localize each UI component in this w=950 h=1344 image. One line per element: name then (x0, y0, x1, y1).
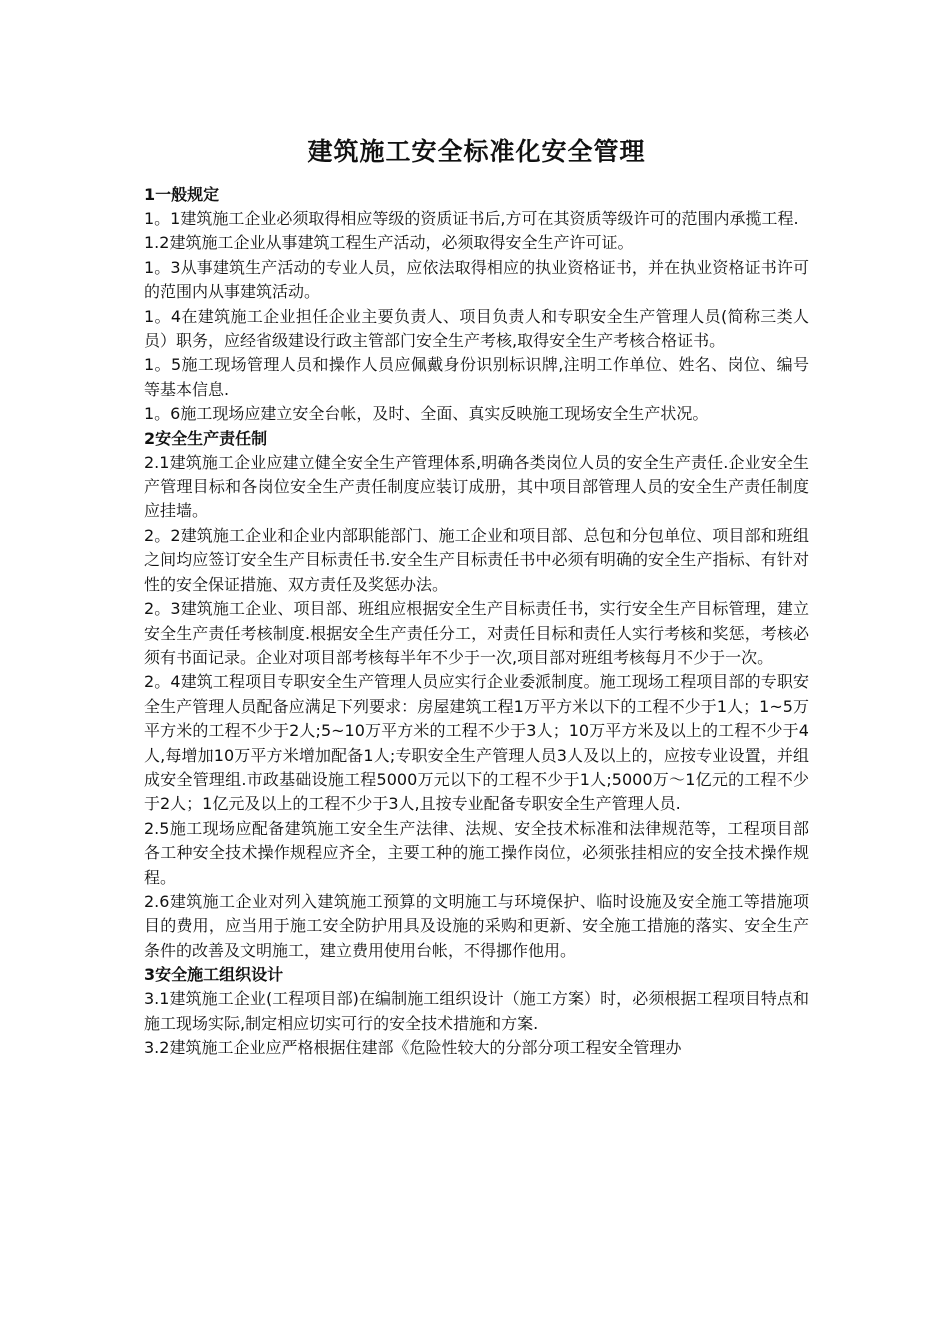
paragraph: 3.2建筑施工企业应严格根据住建部《危险性较大的分部分项工程安全管理办 (144, 1038, 682, 1057)
document-title: 建筑施工安全标准化安全管理 (307, 137, 646, 166)
paragraph: 2.1建筑施工企业应建立健全安全生产管理体系,明确各类岗位人员的安全生产责任.企业安全生产管理目标和各岗位安全生产责任制度应装订成册，其中项目部管理人员的安全生产责任制度应挂墙。 (144, 452, 809, 521)
paragraph: 2.6建筑施工企业对列入建筑施工预算的文明施工与环境保护、临时设施及安全施工等措施项目的费用，应当用于施工安全防护用具及设施的采购和更新、安全施工措施的落实、安全生产条件的改善及文明施工，建立费用使用台帐，不得挪作他用。 (144, 891, 809, 960)
section-heading: 1一般规定 (144, 185, 220, 204)
paragraph: 2。2建筑施工企业和企业内部职能部门、施工企业和项目部、总包和分包单位、项目部和班组之间均应签订安全生产目标责任书.安全生产目标责任书中必须有明确的安全生产指标、有针对性的安全保证措施、双方责任及奖惩办法。 (144, 525, 809, 594)
section-safety-responsibility (144, 427, 809, 964)
section-heading: 3安全施工组织设计 (144, 965, 284, 985)
section-general-provisions (144, 183, 809, 427)
paragraph: 1。5施工现场管理人员和操作人员应佩戴身份识别标识牌,注明工作单位、姓名、岗位、编号等基本信息. (144, 355, 809, 399)
paragraph: 1.2建筑施工企业从事建筑工程生产活动，必须取得安全生产许可证。 (144, 233, 634, 253)
paragraph: 1。4在建筑施工企业担任企业主要负责人、项目负责人和专职安全生产管理人员(简称三类人员）职务，应经省级建设行政主管部门安全生产考核,取得安全生产考核合格证书。 (144, 306, 809, 351)
paragraph: 2。4建筑工程项目专职安全生产管理人员应实行企业委派制度。施工现场工程项目部的专职安全生产管理人员配备应满足下列要求：房屋建筑工程1万平方米以下的工程不少于1人；1~5万平方米的工程不少于2人;5~10万平方米的工程不少于3人；10万平方米及以上的工程不少于4人,每增加10万平方米增加配备1人;专职安全生产管理人员3人及以上的，应按专业设置，并组成安全管理组.市政基础设施工程5000万元以下的工程不少于1人;5000万～1亿元的工程不少于2人；1亿元及以上的工程不少于3人,且按专业配备专职安全生产管理人员. (144, 672, 809, 814)
paragraph: 3.1建筑施工企业(工程项目部)在编制施工组织设计（施工方案）时，必须根据工程项目特点和施工现场实际,制定相应切实可行的安全技术措施和方案. (144, 989, 809, 1033)
paragraph: 2.5施工现场应配备建筑施工安全生产法律、法规、安全技术标准和法律规范等，工程项目部各工种安全技术操作规程应齐全，主要工种的施工操作岗位，必须张挂相应的安全技术操作规程。 (144, 818, 809, 887)
paragraph: 1。3从事建筑生产活动的专业人员，应依法取得相应的执业资格证书，并在执业资格证书许可的范围内从事建筑活动。 (144, 257, 809, 302)
paragraph: 1。1建筑施工企业必须取得相应等级的资质证书后,方可在其资质等级许可的范围内承揽工程. (144, 209, 799, 228)
paragraph: 2。3建筑施工企业、项目部、班组应根据安全生产目标责任书，实行安全生产目标管理，建立安全生产责任考核制度.根据安全生产责任分工，对责任目标和责任人实行考核和奖惩，考核必须有书面记录。企业对项目部考核每半年不少于一次,项目部对班组考核每月不少于一次。 (144, 599, 809, 667)
section-construction-organization-design (144, 963, 809, 1060)
section-heading: 2安全生产责任制 (144, 428, 268, 448)
document-body (144, 132, 809, 1060)
paragraph: 1。6施工现场应建立安全台帐，及时、全面、真实反映施工现场安全生产状况。 (144, 404, 709, 424)
